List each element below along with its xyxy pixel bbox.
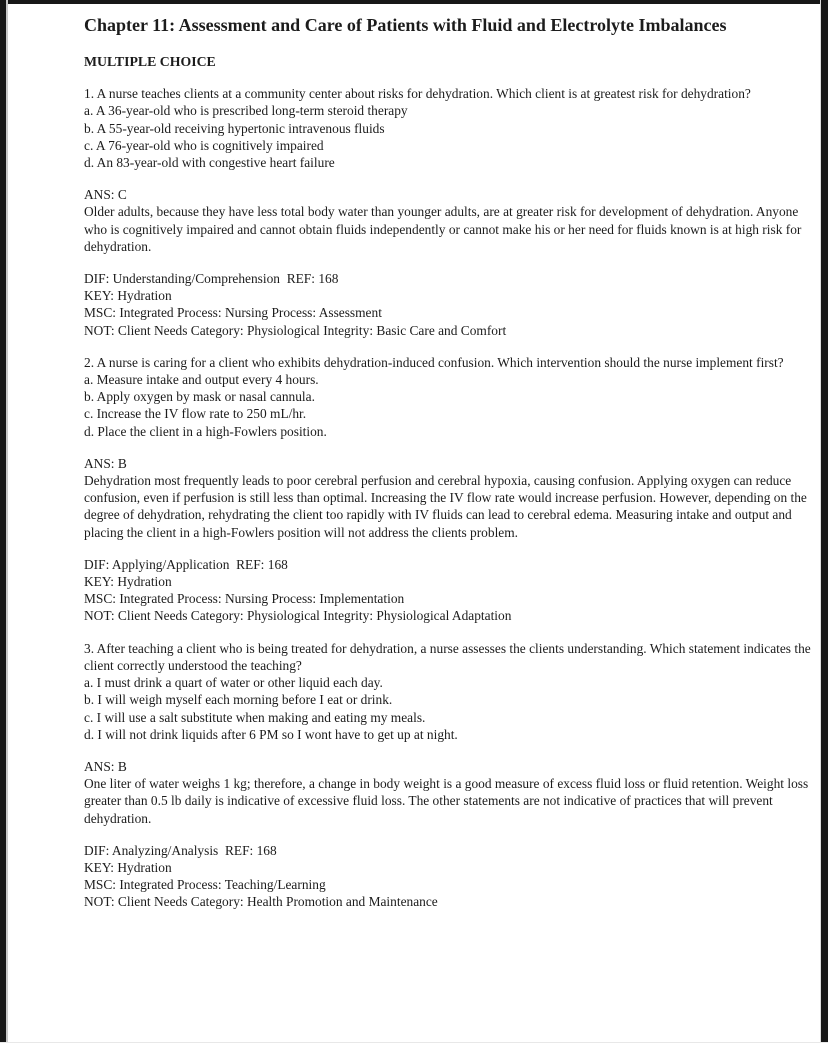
answer-line: ANS: C bbox=[84, 187, 127, 203]
option-d: d. I will not drink liquids after 6 PM so I wont have to get up at night. bbox=[84, 726, 458, 742]
question-block bbox=[84, 354, 824, 625]
answer-line: ANS: B bbox=[84, 455, 127, 471]
chapter-title: Chapter 11: Assessment and Care of Patients with Fluid and Electrolyte Imbalances bbox=[84, 15, 727, 35]
section-label: MULTIPLE CHOICE bbox=[84, 54, 216, 69]
question-block bbox=[84, 85, 824, 339]
not-line: NOT: Client Needs Category: Health Promotion and Maintenance bbox=[84, 894, 438, 910]
option-c: c. A 76-year-old who is cognitively impaired bbox=[84, 137, 324, 153]
option-b: b. Apply oxygen by mask or nasal cannula. bbox=[84, 389, 315, 405]
key-line: KEY: Hydration bbox=[84, 574, 172, 590]
question-stem: 1. A nurse teaches clients at a community center about risks for dehydration. Which client is at greatest risk for dehydration? bbox=[84, 86, 751, 102]
options-list bbox=[84, 674, 824, 743]
option-a: a. I must drink a quart of water or other liquid each day. bbox=[84, 675, 383, 691]
dif-line: DIF: Understanding/Comprehension REF: 168 bbox=[84, 271, 339, 287]
question-stem: 3. After teaching a client who is being treated for dehydration, a nurse assesses the clients understanding. Which statement indicates the client correctly understood the teaching? bbox=[84, 640, 811, 673]
meta-section bbox=[84, 556, 824, 625]
option-a: a. A 36-year-old who is prescribed long-term steroid therapy bbox=[84, 103, 408, 119]
msc-line: MSC: Integrated Process: Nursing Process: Assessment bbox=[84, 305, 382, 321]
question-section bbox=[84, 640, 824, 743]
page-right-shadow bbox=[820, 0, 821, 1043]
option-d: d. An 83-year-old with congestive heart failure bbox=[84, 155, 335, 171]
msc-line: MSC: Integrated Process: Nursing Process: Implementation bbox=[84, 591, 405, 607]
option-b: b. I will weigh myself each morning before I eat or drink. bbox=[84, 692, 393, 708]
option-c: c. I will use a salt substitute when making and eating my meals. bbox=[84, 709, 426, 725]
key-line: KEY: Hydration bbox=[84, 288, 172, 304]
page-left-shadow bbox=[6, 0, 8, 1043]
question-stem: 2. A nurse is caring for a client who exhibits dehydration-induced confusion. Which intervention should the nurse implement first? bbox=[84, 354, 784, 370]
screenshot-top-edge bbox=[0, 0, 828, 4]
option-c: c. Increase the IV flow rate to 250 mL/hr. bbox=[84, 406, 307, 422]
rationale-text: Dehydration most frequently leads to poor cerebral perfusion and cerebral hypoxia, causing confusion. Applying oxygen can reduce confusion, even if perfusion is still less than optimal. Increasing the IV flow rate would increase perfusion. However, depending on the degree of dehydration, rehydrating the client too rapidly with IV fluids can lead to cerebral edema. Measuring intake and output and placing the client in a high-Fowlers position will not address the clients problem. bbox=[84, 473, 807, 540]
answer-section bbox=[84, 186, 824, 255]
screenshot-right-edge bbox=[821, 0, 828, 1043]
option-a: a. Measure intake and output every 4 hours. bbox=[84, 372, 319, 388]
dif-line: DIF: Analyzing/Analysis REF: 168 bbox=[84, 842, 277, 858]
question-section bbox=[84, 85, 824, 171]
meta-section bbox=[84, 842, 824, 911]
option-d: d. Place the client in a high-Fowlers position. bbox=[84, 423, 327, 439]
option-b: b. A 55-year-old receiving hypertonic intravenous fluids bbox=[84, 120, 385, 136]
meta-section bbox=[84, 270, 824, 339]
document-page bbox=[84, 12, 824, 911]
question-section bbox=[84, 354, 824, 440]
not-line: NOT: Client Needs Category: Physiological Integrity: Basic Care and Comfort bbox=[84, 322, 507, 338]
answer-section bbox=[84, 455, 824, 541]
key-line: KEY: Hydration bbox=[84, 859, 172, 875]
options-list bbox=[84, 102, 824, 171]
rationale-text: One liter of water weighs 1 kg; therefore, a change in body weight is a good measure of excess fluid loss or fluid retention. Weight loss greater than 0.5 lb daily is indicative of excessive fluid loss. The other statements are not indicative of practices that will prevent dehydration. bbox=[84, 776, 809, 826]
dif-line: DIF: Applying/Application REF: 168 bbox=[84, 556, 288, 572]
rationale-text: Older adults, because they have less total body water than younger adults, are at greater risk for development of dehydration. Anyone who is cognitively impaired and cannot obtain fluids independently or cannot make his or her need for fluids known is at high risk for dehydration. bbox=[84, 204, 802, 254]
msc-line: MSC: Integrated Process: Teaching/Learning bbox=[84, 877, 326, 893]
question-block bbox=[84, 640, 824, 911]
not-line: NOT: Client Needs Category: Physiological Integrity: Physiological Adaptation bbox=[84, 608, 512, 624]
answer-section bbox=[84, 758, 824, 827]
answer-line: ANS: B bbox=[84, 758, 127, 774]
options-list bbox=[84, 371, 824, 440]
